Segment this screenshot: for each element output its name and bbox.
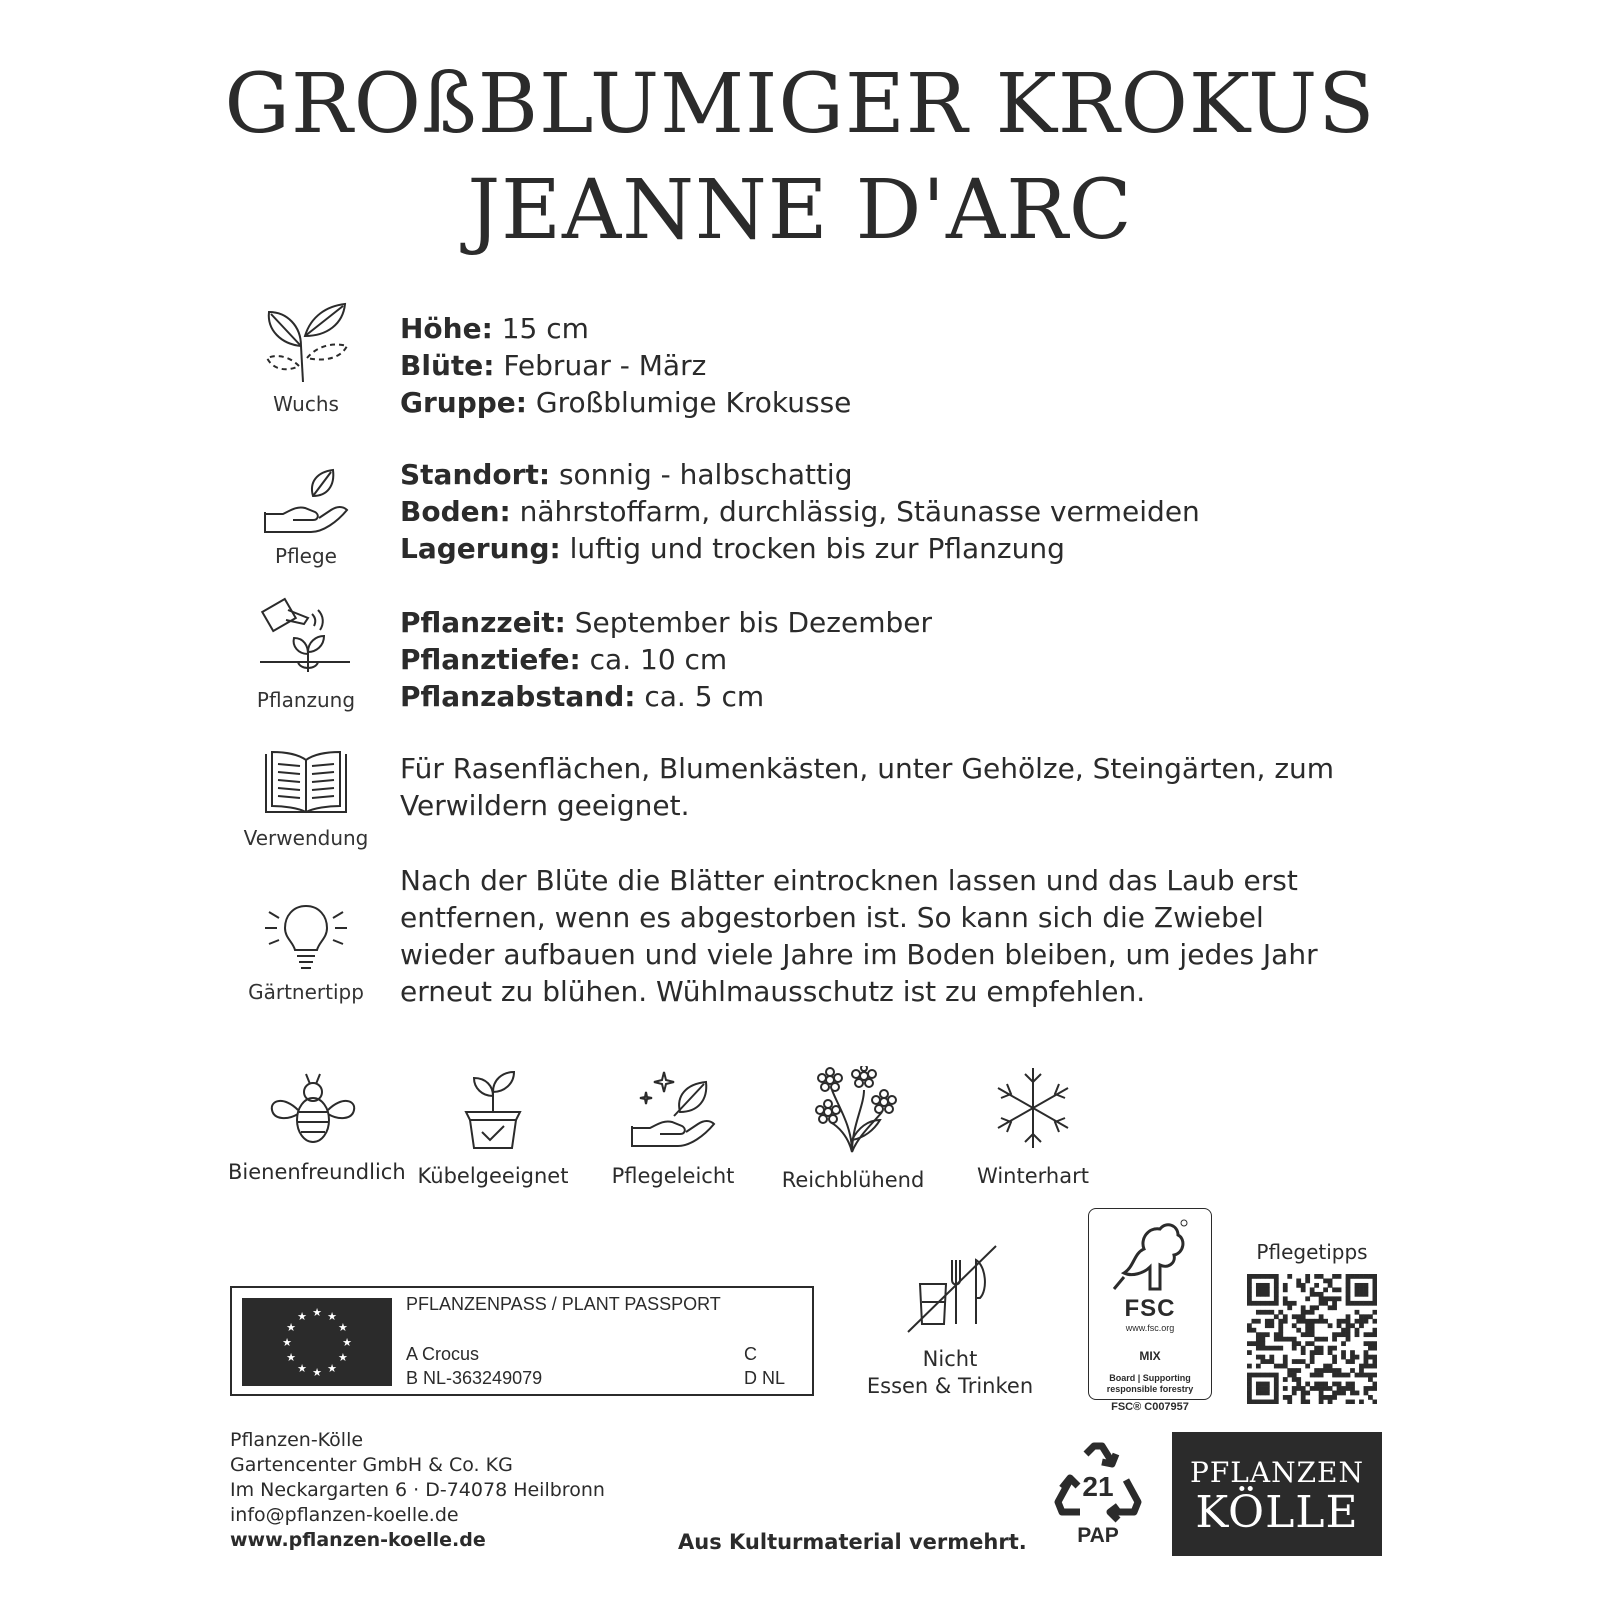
qr-block — [1242, 1240, 1382, 1408]
not-edible-line-2: Essen & Trinken — [866, 1374, 1034, 1398]
section-pflege-text — [400, 456, 1360, 567]
row-pflanztiefe — [400, 641, 1360, 678]
section-pflanzung-icon-block — [240, 596, 372, 712]
row-label: Pflanzabstand: — [400, 680, 636, 713]
potted-plant-check-icon — [458, 1066, 528, 1150]
row-value: 15 cm — [492, 312, 589, 345]
eu-stars-icon — [242, 1298, 392, 1386]
row-label: Standort: — [400, 458, 551, 491]
hand-leaf-sparkle-icon — [628, 1066, 718, 1150]
company-legal: Gartencenter GmbH & Co. KG — [230, 1454, 513, 1476]
row-value: Großblumige Krokusse — [527, 386, 852, 419]
qr-code-icon[interactable] — [1247, 1274, 1377, 1404]
lightbulb-icon — [261, 900, 351, 972]
row-label: Pflanztiefe: — [400, 643, 581, 676]
row-label: Boden: — [400, 495, 511, 528]
passport-field-d: D NL — [744, 1368, 786, 1388]
page-title-line-1: GROßBLUMIGER KROKUS — [224, 57, 1376, 152]
fsc-name: FSC — [1124, 1295, 1176, 1322]
feature-label: Winterhart — [977, 1164, 1089, 1188]
section-caption-pflege: Pflege — [275, 544, 337, 568]
bee-icon — [268, 1066, 358, 1146]
row-bluete — [400, 347, 1360, 384]
row-value: nährstoffarm, durchlässig, Stäunasse vermeiden — [510, 495, 1200, 528]
feature-label: Pflegeleicht — [611, 1164, 735, 1188]
row-pflanzabstand — [400, 678, 1360, 715]
feature-label: Bienenfreundlich — [228, 1160, 406, 1184]
passport-heading: PFLANZENPASS / PLANT PASSPORT — [406, 1294, 721, 1314]
passport-field-b: B NL-363249079 — [406, 1368, 543, 1388]
company-address — [230, 1428, 605, 1553]
fsc-url: www.fsc.org — [1125, 1323, 1175, 1333]
eu-star: ★ — [312, 1366, 322, 1379]
watering-can-icon — [258, 596, 354, 680]
section-wuchs-text — [400, 310, 1360, 421]
pflanzen-koelle-logo — [1172, 1432, 1382, 1556]
eu-star: ★ — [286, 1351, 296, 1364]
section-verwendung-icon-block — [240, 750, 372, 850]
section-verwendung-text: Für Rasenflächen, Blumenkästen, unter Gehölze, Steingärten, zum Verwildern geeignet. — [400, 752, 1335, 822]
row-label: Blüte: — [400, 349, 495, 382]
flowers-icon — [808, 1066, 898, 1154]
company-street: Im Neckargarten 6 · D-74078 Heilbronn — [230, 1479, 605, 1501]
eu-flag-icon — [242, 1298, 392, 1386]
row-value: Februar - März — [494, 349, 707, 382]
section-gaertnertipp-icon-block — [240, 900, 372, 1004]
passport-field-a: A Crocus — [406, 1344, 480, 1364]
row-lagerung — [400, 530, 1360, 567]
section-pflege-icon-block — [240, 466, 372, 568]
section-gaertnertipp-text: Nach der Blüte die Blätter eintrocknen lassen und das Laub erst entfernen, wenn es abgestorben ist. So kann sich die Zwiebel wieder aufbauen und viele Jahre im Boden bleiben, um jedes Jahr erneut zu blühen. Wühlmausschutz ist zu empfehlen. — [400, 864, 1318, 1008]
recycling-number: 21 — [1082, 1471, 1114, 1502]
eu-star: ★ — [327, 1361, 337, 1375]
feature-pflegeleicht — [588, 1066, 758, 1188]
row-value: ca. 5 cm — [635, 680, 765, 713]
feature-bienenfreundlich — [228, 1066, 406, 1184]
eu-star: ★ — [282, 1336, 292, 1349]
feature-winterhart — [948, 1066, 1118, 1188]
fsc-claim-line-1: Board | Supporting — [1109, 1373, 1191, 1383]
page-title-line-2: JEANNE D'ARC — [467, 163, 1133, 258]
eu-star: ★ — [338, 1351, 348, 1364]
eu-star: ★ — [342, 1336, 352, 1349]
section-wuchs-icon-block — [240, 300, 372, 416]
qr-caption: Pflegetipps — [1256, 1240, 1368, 1264]
section-pflanzung-text — [400, 604, 1360, 715]
eu-star: ★ — [297, 1310, 307, 1324]
row-label: Höhe: — [400, 312, 493, 345]
book-icon — [264, 750, 348, 818]
row-value: sonnig - halbschattig — [550, 458, 853, 491]
row-hoehe — [400, 310, 1360, 347]
row-gruppe — [400, 384, 1360, 421]
section-caption-verwendung: Verwendung — [243, 826, 369, 850]
company-name: Pflanzen-Kölle — [230, 1429, 364, 1451]
not-edible-block — [860, 1240, 1040, 1400]
row-pflanzzeit — [400, 604, 1360, 641]
fsc-mix: MIX — [1139, 1349, 1161, 1363]
company-email[interactable]: info@pflanzen-koelle.de — [230, 1504, 459, 1526]
plant-passport-box — [230, 1286, 814, 1396]
fsc-claim-line-2: responsible forestry — [1106, 1384, 1194, 1394]
eu-star: ★ — [338, 1321, 348, 1334]
not-edible-line-1: Nicht — [922, 1347, 978, 1371]
row-value: September bis Dezember — [565, 606, 932, 639]
logo-line-1: PFLANZEN — [1190, 1456, 1364, 1489]
passport-field-c: C — [744, 1344, 757, 1364]
row-label: Pflanzzeit: — [400, 606, 566, 639]
eu-star: ★ — [312, 1306, 322, 1319]
feature-label: Kübelgeeignet — [417, 1164, 569, 1188]
kultur-note: Aus Kulturmaterial vermehrt. — [678, 1530, 1027, 1554]
feature-kuebelgeeignet — [408, 1066, 578, 1188]
row-value: luftig und trocken bis zur Pflanzung — [560, 532, 1065, 565]
recycling-mark — [1048, 1440, 1148, 1548]
company-website[interactable]: www.pflanzen-koelle.de — [230, 1529, 486, 1551]
section-caption-gaertnertipp: Gärtnertipp — [248, 980, 364, 1004]
logo-line-2: KÖLLE — [1195, 1487, 1359, 1538]
eu-star: ★ — [297, 1361, 307, 1375]
recycling-triangle-icon — [1050, 1440, 1146, 1524]
snowflake-icon — [991, 1066, 1075, 1150]
section-caption-pflanzung: Pflanzung — [256, 688, 356, 712]
feature-reichbluehend — [768, 1066, 938, 1192]
row-boden — [400, 493, 1360, 530]
fsc-tree-logo-icon — [1110, 1217, 1190, 1293]
eu-star: ★ — [286, 1321, 296, 1334]
fsc-label — [1088, 1208, 1212, 1413]
hand-leaf-icon — [261, 466, 351, 536]
eu-star: ★ — [327, 1310, 337, 1324]
feature-label: Reichblühend — [781, 1168, 925, 1192]
row-label: Lagerung: — [400, 532, 561, 565]
row-label: Gruppe: — [400, 386, 527, 419]
section-caption-wuchs: Wuchs — [273, 392, 339, 416]
no-food-drink-icon — [900, 1240, 1000, 1336]
row-value: ca. 10 cm — [580, 643, 728, 676]
sprout-leaves-icon — [261, 300, 351, 384]
recycling-code: PAP — [1077, 1524, 1119, 1547]
row-standort — [400, 456, 1360, 493]
fsc-code: FSC® C007957 — [1111, 1401, 1189, 1413]
